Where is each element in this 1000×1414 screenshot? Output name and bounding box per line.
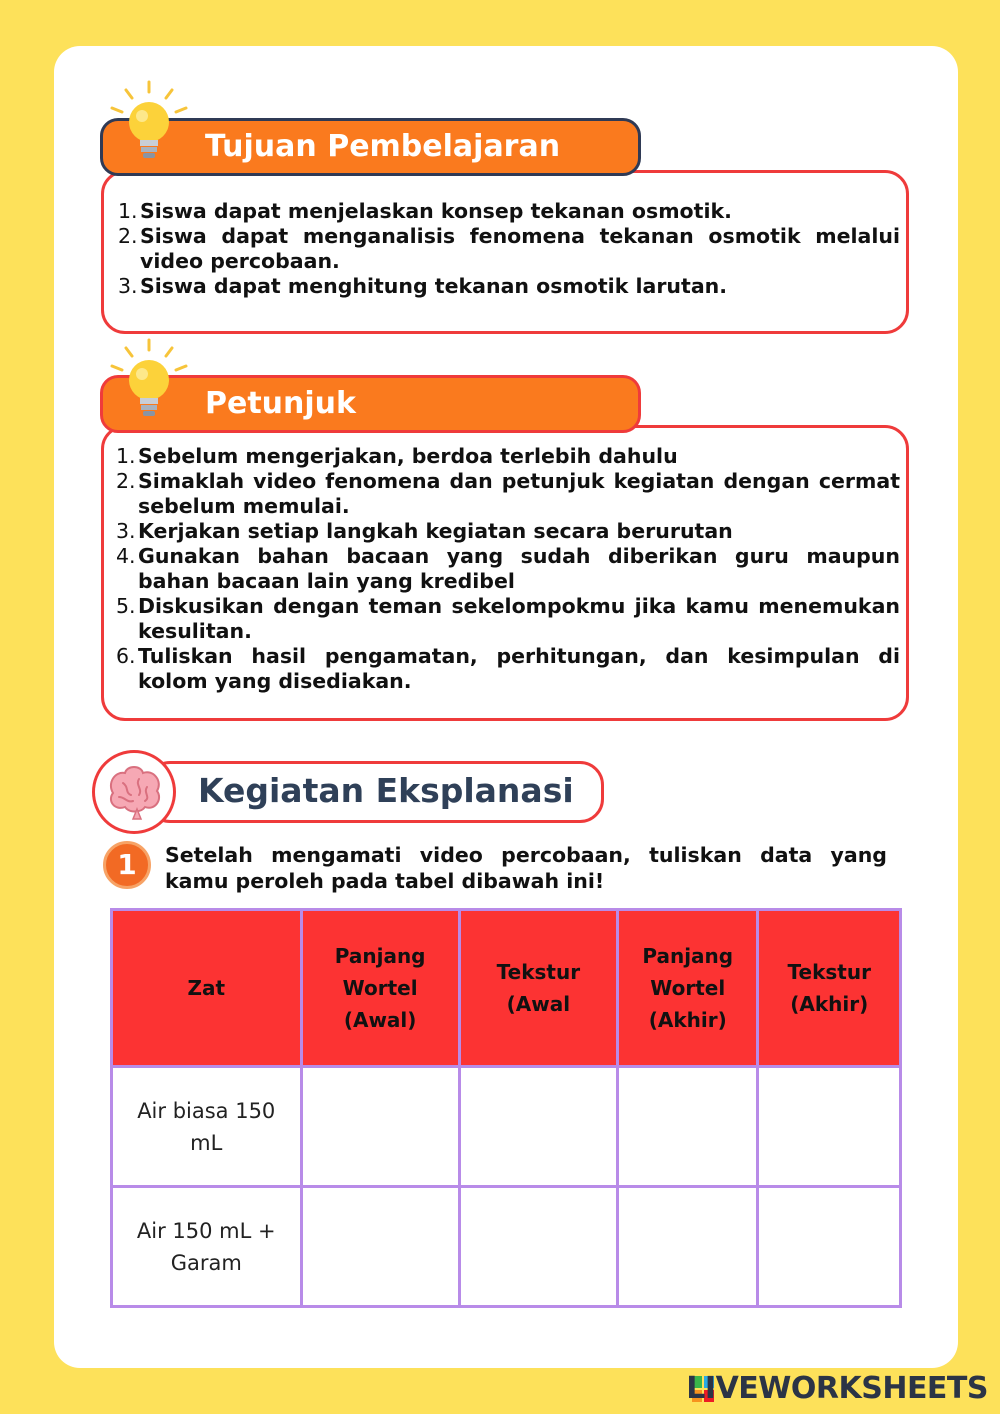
answer-cell[interactable]: [459, 1187, 617, 1307]
list-item: 3. Kerjakan setiap langkah kegiatan secara berurutan: [116, 519, 733, 543]
table-row: [112, 1187, 901, 1307]
tujuan-list: [118, 199, 900, 299]
list-item: 4. Gunakan bahan bacaan yang sudah diberikan guru maupun bahan bacaan lain yang kredibel: [116, 544, 900, 593]
list-item: 3. Siswa dapat menghitung tekanan osmotik larutan.: [118, 274, 728, 298]
list-item: 2. Siswa dapat menganalisis fenomena tekanan osmotik melalui video percobaan.: [118, 224, 900, 273]
answer-cell[interactable]: [301, 1187, 459, 1307]
brain-icon: [95, 753, 173, 831]
lightbulb-icon: [104, 78, 194, 168]
answer-cell[interactable]: [459, 1067, 617, 1187]
table-cell: Air 150 mL + Garam: [112, 1187, 302, 1307]
column-header: Panjang Wortel (Akhir): [618, 910, 758, 1067]
column-header: Zat: [112, 910, 302, 1067]
answer-cell[interactable]: [618, 1187, 758, 1307]
column-header: Tekstur (Awal: [459, 910, 617, 1067]
answer-cell[interactable]: [758, 1067, 901, 1187]
table-cell: Air biasa 150 mL: [112, 1067, 302, 1187]
list-item: 6. Tuliskan hasil pengamatan, perhitungan, dan kesimpulan di kolom yang disediakan.: [116, 644, 900, 693]
table-header-row: [112, 910, 901, 1067]
brain-badge: [92, 750, 176, 834]
petunjuk-title: Petunjuk: [205, 386, 356, 421]
answer-cell[interactable]: [758, 1187, 901, 1307]
list-item: 1. Siswa dapat menjelaskan konsep tekanan osmotik.: [118, 199, 732, 223]
column-header: Panjang Wortel (Awal): [301, 910, 459, 1067]
list-item: 2. Simaklah video fenomena dan petunjuk kegiatan dengan cermat sebelum memulai.: [116, 469, 900, 518]
petunjuk-list: [116, 444, 900, 694]
lightbulb-icon: [104, 336, 194, 426]
answer-cell[interactable]: [301, 1067, 459, 1187]
table-row: [112, 1067, 901, 1187]
list-item: 5. Diskusikan dengan teman sekelompokmu jika kamu menemukan kesulitan.: [116, 594, 900, 643]
list-item: 1. Sebelum mengerjakan, berdoa terlebih dahulu: [116, 444, 678, 468]
step-number-badge: 1: [103, 841, 151, 889]
answer-cell[interactable]: [618, 1067, 758, 1187]
brand-wordmark: LIVEWORKSHEETS: [686, 1371, 988, 1406]
instruction-text: Setelah mengamati video percobaan, tuliskan data yang kamu peroleh pada tabel dibawah ini!: [165, 843, 887, 893]
observation-table: [110, 908, 902, 1308]
tujuan-title: Tujuan Pembelajaran: [205, 129, 561, 164]
kegiatan-title: Kegiatan Eksplanasi: [198, 771, 574, 810]
column-header: Tekstur (Akhir): [758, 910, 901, 1067]
